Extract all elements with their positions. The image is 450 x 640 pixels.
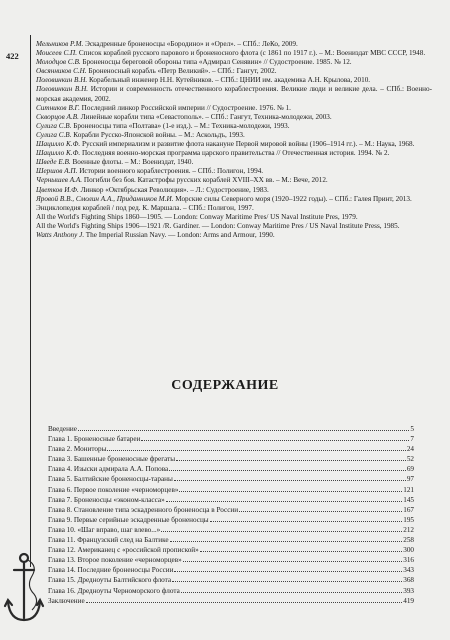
toc-entry-title: Введение [48, 425, 77, 433]
toc-leader-dots [174, 565, 402, 572]
entry-author: Ситников В.Г. [36, 103, 80, 112]
entry-author: Скворцов А.В. [36, 112, 79, 121]
bibliography-entry [36, 67, 432, 76]
toc-entry-page: 393 [403, 586, 414, 595]
toc-entry [48, 596, 414, 606]
toc-entry [48, 565, 414, 575]
bibliography-entry [36, 40, 432, 49]
toc-entry-page: 258 [403, 536, 414, 545]
entry-author: Шведе Е.В. [36, 158, 71, 167]
toc-entry-page: 343 [403, 566, 414, 575]
toc-entry-page: 167 [403, 505, 414, 514]
bibliography-entry [36, 176, 432, 185]
toc-entry [48, 424, 414, 434]
toc-leader-dots [141, 434, 409, 441]
toc-entry-page: 145 [403, 495, 414, 504]
toc-entry [48, 505, 414, 515]
entry-text: Истории и современность отечественного кораблестроения. Великие люди и великие дела. – СПб.: Военно-морская академия, 2002. [36, 85, 432, 103]
bibliography [36, 40, 432, 240]
entry-author: Watts Anthony J. [36, 230, 85, 239]
bibliography-entry [36, 213, 432, 222]
toc-entry-page: 368 [403, 576, 414, 585]
entry-text: Погибли без боя. Катастрофы русских кораблей XVIII–XX вв. – М.: Вече, 2012. [82, 176, 328, 185]
toc-entry [48, 464, 414, 474]
entry-text: Броненосный корабль «Петр Великий». – СПб.: Гангут, 2002. [86, 67, 277, 76]
toc-leader-dots [78, 424, 409, 431]
entry-author: Половинкин В.Н. [36, 85, 89, 94]
entry-author: Чернышев А.А. [36, 176, 83, 185]
toc-entry-page: 7 [410, 435, 414, 444]
toc-entry-page: 97 [406, 475, 414, 484]
entry-text: Линкор «Октябрьская Революция». – Л.: Судостроение, 1983. [78, 185, 269, 194]
entry-text: All the World's Fighting Ships 1906—1921 /R. Gardiner. — London: Conway Maritime Pres / US Naval Institute Press, 1985. [36, 221, 400, 230]
entry-text: The Imperial Russian Navy. — London: Arms and Armour, 1990. [84, 230, 275, 239]
toc-entry-title: Глава 11. Французский след на Балтике [48, 536, 169, 545]
entry-author: Шершов А.П. [36, 167, 78, 176]
toc-leader-dots [172, 575, 402, 582]
bibliography-entry [36, 131, 432, 140]
entry-author: Яровой В.В., Смолин А.А., Приданников М.И. [36, 194, 174, 203]
toc-entry [48, 474, 414, 484]
toc-entry-page: 316 [403, 556, 414, 565]
toc-entry-title: Глава 9. Первые серийные эскадренные броненосцы [48, 515, 209, 524]
toc-entry-page: 212 [403, 525, 414, 534]
entry-text: Эскадренные броненосцы «Бородино» и «Орел». – СПб.: ЛеКо, 2009. [83, 40, 298, 48]
toc-entry [48, 586, 414, 596]
toc-title: СОДЕРЖАНИЕ [171, 378, 279, 393]
toc-leader-dots [170, 535, 403, 542]
toc-entry-title: Глава 14. Последние броненосцы России [48, 566, 174, 575]
entry-text: Русский империализм и развитие флота накануне Первой мировой войны (1906–1914 гг.). – М.: Наука, 1968. [80, 140, 415, 149]
toc-entry-page: 121 [403, 485, 414, 494]
toc-leader-dots [200, 545, 402, 552]
entry-text: Броненосцы береговой обороны типа «Адмирал Сенявин» // Судостроение. 1985. № 12. [80, 58, 352, 67]
toc-leader-dots [174, 474, 406, 481]
toc-entry [48, 575, 414, 585]
toc-entry [48, 485, 414, 495]
table-of-contents [48, 424, 414, 606]
bibliography-entry [36, 231, 432, 240]
bibliography-entry [36, 186, 432, 195]
toc-entry-page: 195 [403, 515, 414, 524]
toc-entry-page: 24 [406, 445, 414, 454]
toc-entry-title: Глава 13. Второе поколение «черноморцев» [48, 556, 182, 565]
toc-leader-dots [169, 464, 406, 471]
bibliography-entry [36, 58, 432, 67]
entry-author: Мельников Р.М. [36, 40, 84, 48]
bibliography-entry [36, 158, 432, 167]
page-number: 422 [6, 51, 19, 61]
bibliography-entry [36, 140, 432, 149]
entry-text: Последняя военно-морская программа царского правительства // Отечественная история. 1994. № 2. [80, 149, 390, 158]
toc-entry-title: Глава 5. Балтийские броненосцы-тараны [48, 475, 173, 484]
entry-text: Корабельный инженер Н.Н. Кутейников. – СПб.: ЦНИИ им. академика А.Н. Крылова, 2010. [87, 76, 371, 85]
entry-author: Шацилло К.Ф. [36, 140, 81, 149]
entry-text: Броненосцы типа «Полтава» (1-е изд.). – М.: Техника-молодежи, 1993. [71, 121, 290, 130]
bibliography-entry [36, 122, 432, 131]
toc-entry [48, 525, 414, 535]
toc-entry [48, 434, 414, 444]
entry-author: Шацилло К.Ф. [36, 149, 81, 158]
toc-leader-dots [179, 485, 402, 492]
margin-rule [30, 35, 31, 567]
entry-text: Истории военного кораблестроения. – СПб.: Полигон, 1994. [77, 167, 264, 176]
toc-entry [48, 535, 414, 545]
bibliography-entry [36, 76, 432, 85]
entry-text: Корабли Русско-Японской войны. – М.: Аскольдъ, 1993. [71, 130, 245, 139]
entry-text: Военные флоты. – М.: Воениздат, 1940. [70, 158, 194, 167]
toc-entry [48, 454, 414, 464]
toc-entry [48, 545, 414, 555]
toc-leader-dots [166, 495, 403, 502]
toc-leader-dots [181, 586, 402, 593]
toc-leader-dots [210, 515, 403, 522]
toc-entry-title: Глава 12. Американец с «российской пропиской» [48, 546, 199, 555]
entry-author: Моисеев С.П. [36, 49, 78, 58]
toc-entry-page: 300 [403, 546, 414, 555]
bibliography-entry [36, 149, 432, 158]
toc-leader-dots [239, 505, 402, 512]
entry-text: Список кораблей русского парового и броненосного флота (с 1861 по 1917 г.). – М.: Воениздат МВС СССР, 1948. [77, 49, 426, 58]
toc-entry-title: Глава 8. Становление типа эскадренного броненосца в России [48, 505, 239, 514]
entry-author: Половинкин В.Н. [36, 76, 88, 85]
entry-author: Молодцов С.В. [36, 58, 81, 67]
entry-author: Овсянников С.Н. [36, 67, 87, 76]
entry-author: Сулига С.В. [36, 121, 72, 130]
toc-entry-title: Глава 3. Башенные броненосные фрегаты [48, 455, 176, 464]
toc-entry-title: Глава 15. Дредноуты Балтийского флота [48, 576, 172, 585]
toc-entry-title: Глава 4. Изыски адмирала А.А. Попова [48, 465, 169, 474]
bibliography-entry [36, 85, 432, 103]
toc-leader-dots [161, 525, 402, 532]
toc-entry [48, 515, 414, 525]
toc-leader-dots [176, 454, 406, 461]
bibliography-entry [36, 104, 432, 113]
entry-text: Морские силы Северного моря (1920–1922 годы). – СПб.: Галея Принт, 2013. [173, 194, 412, 203]
toc-entry [48, 495, 414, 505]
bibliography-entry [36, 222, 432, 231]
entry-text: Энциклопедия кораблей / под ред. К. Маршала. – СПб.: Полигон, 1997. [36, 203, 254, 212]
toc-entry-title: Глава 10. «Шаг вправо, шаг влево...» [48, 525, 161, 534]
bibliography-entry [36, 195, 432, 204]
anchor-icon [2, 550, 48, 630]
toc-entry-title: Глава 1. Броненосные батареи [48, 435, 141, 444]
toc-leader-dots [183, 555, 402, 562]
entry-author: Сулига С.В. [36, 130, 72, 139]
bibliography-entry [36, 167, 432, 176]
toc-entry-page: 52 [406, 455, 414, 464]
entry-text: Последний линкор Российской империи // Судостроение. 1976. № 1. [79, 103, 291, 112]
bibliography-entry [36, 113, 432, 122]
toc-entry-title: Глава 16. Дредноуты Черноморского флота [48, 586, 180, 595]
toc-entry-title: Заключение [48, 596, 85, 605]
bibliography-entry [36, 49, 432, 58]
toc-entry-page: 69 [406, 465, 414, 474]
toc-entry-title: Глава 2. Мониторы [48, 445, 107, 454]
toc-entry-title: Глава 6. Первое поколение «черноморцев» [48, 485, 179, 494]
toc-entry [48, 555, 414, 565]
entry-text: All the World's Fighting Ships 1860—1905. — London: Conway Maritime Pres/ US Naval Institute Pres, 1979. [36, 212, 358, 221]
toc-entry-page: 419 [403, 596, 414, 605]
toc-entry [48, 444, 414, 454]
entry-text: Линейные корабли типа «Севастополь». – СПб.: Гангут, Техника-молодежи, 2003. [78, 112, 332, 121]
toc-leader-dots [107, 444, 405, 451]
toc-entry-page: 5 [410, 425, 414, 433]
bibliography-entry [36, 204, 432, 213]
entry-author: Цветков И.Ф. [36, 185, 79, 194]
toc-entry-title: Глава 7. Броненосцы «эконом-класса» [48, 495, 165, 504]
toc-leader-dots [86, 596, 403, 603]
